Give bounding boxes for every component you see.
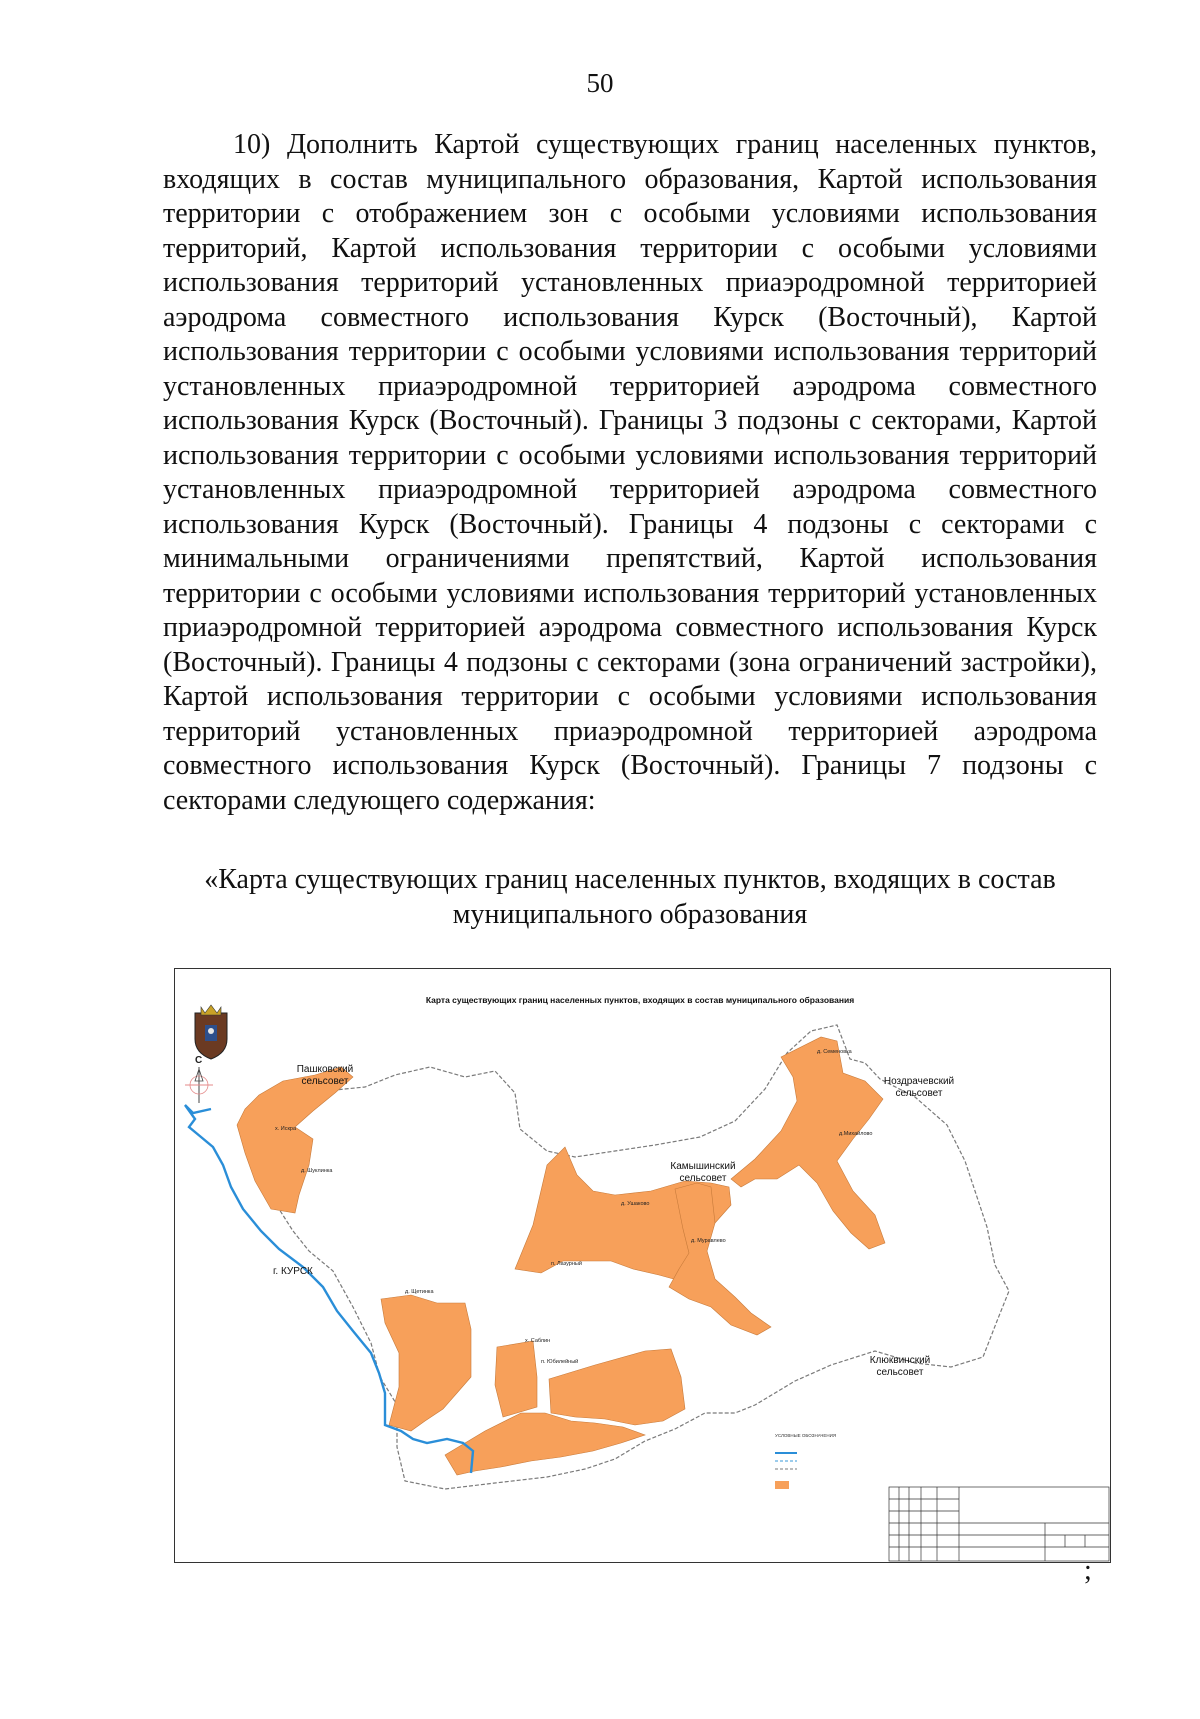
label-pashkovsky-line2: сельсовет bbox=[301, 1076, 349, 1087]
settlement-area-sablin bbox=[495, 1341, 537, 1417]
label-muravlevo: д. Муравлево bbox=[691, 1238, 726, 1244]
label-shchetinka: д. Щетинка bbox=[405, 1289, 434, 1295]
map-title: Карта существующих границ населенных пунктов, входящих в состав муниципального образования bbox=[425, 995, 855, 1005]
label-klyukvinsky-line2: сельсовет bbox=[876, 1367, 924, 1378]
label-nozdrachevsky-line1: Ноздрачевский bbox=[883, 1076, 955, 1087]
title-block-stamp bbox=[889, 1487, 1109, 1561]
settlement-area-iskra bbox=[237, 1067, 353, 1213]
closing-semicolon: ; bbox=[1084, 1555, 1092, 1586]
label-yubileyny: п. Юбилейный bbox=[541, 1359, 579, 1365]
map-legend bbox=[775, 1433, 836, 1489]
label-pashkovsky-line1: Пашковский bbox=[296, 1064, 354, 1075]
settlement-area-shchetinka bbox=[381, 1295, 471, 1431]
label-ushakovo: д. Ушаково bbox=[621, 1201, 650, 1207]
compass-north-label: С bbox=[195, 1055, 203, 1066]
page-number: 50 bbox=[586, 68, 614, 98]
settlement-area-mikhailovo bbox=[731, 1037, 885, 1249]
label-lazurny: п. Лазурный bbox=[551, 1261, 582, 1267]
label-iskra: х. Искра bbox=[275, 1126, 297, 1132]
legend-title: УСЛОВНЫЕ ОБОЗНАЧЕНИЯ bbox=[775, 1433, 837, 1438]
label-klyukvinsky-line1: Клюквинский bbox=[869, 1355, 931, 1366]
north-arrow-icon bbox=[185, 1067, 213, 1103]
label-kamyshinsky-line2: сельсовет bbox=[679, 1173, 727, 1184]
settlement-area-south bbox=[445, 1413, 645, 1475]
label-mikhailovo: д.Михайлово bbox=[839, 1131, 873, 1137]
label-kamyshinsky-line1: Камышинский bbox=[670, 1161, 736, 1172]
coat-of-arms-icon bbox=[195, 1005, 227, 1059]
label-nozdrachevsky-line2: сельсовет bbox=[895, 1088, 943, 1099]
label-sablin: х. Саблин bbox=[525, 1338, 551, 1344]
label-shuklinka: д. Шуклинка bbox=[301, 1168, 333, 1174]
map-figure bbox=[174, 968, 1111, 1563]
map-heading: «Карта существующих границ населенных пунктов, входящих в состав муниципального образования bbox=[204, 864, 1056, 930]
label-semenovka: д. Семеновка bbox=[817, 1049, 852, 1055]
paragraph-amendment: 10) Дополнить Картой существующих границ населенных пунктов, входящих в состав муниципального образования, Картой использования территории с отображением зон с особыми условиями использования территорий, Картой использования территории с особыми условиями использования территорий установленных приаэродромной территорией аэродрома совместного использования Курск (Восточный), Картой использования территории с особыми условиями использования территорий установленных приаэродромной территорией аэродрома совместного использования Курск (Восточный). Границы 3 подзоны с секторами, Картой использования территории с особыми условиями использования территорий установленных приаэродромной территорией аэродрома совместного использования Курск (Восточный). Границы 4 подзоны с секторами с минимальными ограничениями препятствий, Картой использования территории с особыми условиями использования территорий установленных приаэродромной территорией аэродрома совместного использования Курск (Восточный). Границы 4 подзоны с секторами (зона ограничений застройки), Картой использования территории с особыми условиями использования территорий установленных приаэродромной территорией аэродрома совместного использования Курск (Восточный). Границы 7 подзоны с секторами следующего содержания: bbox=[163, 129, 1097, 816]
label-city-kursk: г. КУРСК bbox=[273, 1266, 313, 1277]
